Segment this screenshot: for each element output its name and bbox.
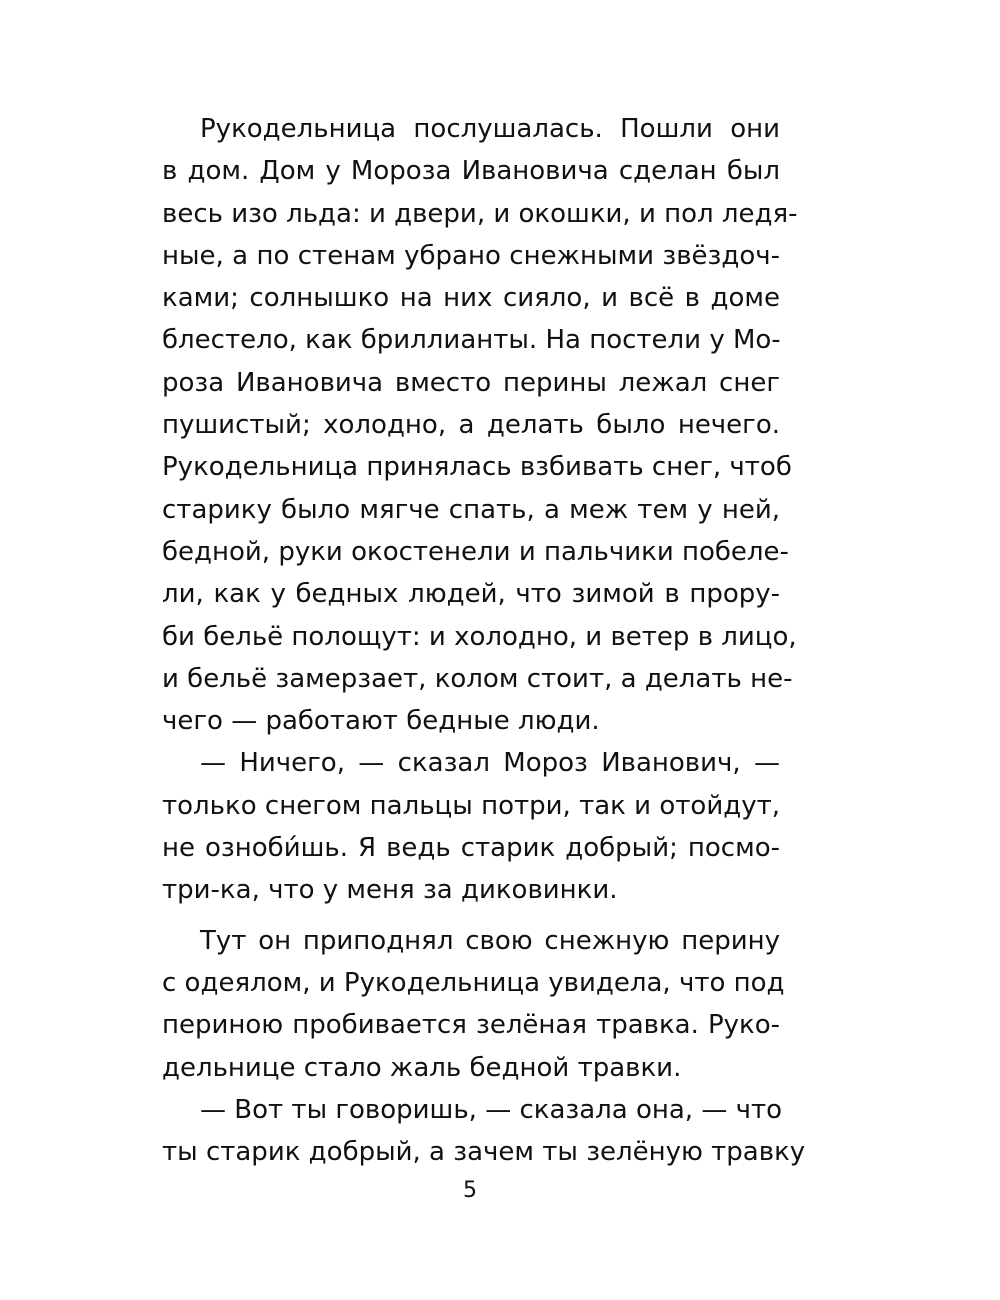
- paragraph-3: [162, 920, 785, 1089]
- text-line: Рукодельница послушалась. Пошли они: [200, 114, 780, 144]
- text-line: дельнице стало жаль бедной травки.: [162, 1052, 682, 1083]
- text-line: с одеялом, и Рукодельница увидела, что под: [162, 967, 785, 998]
- text-line: бедной, руки окостенели и пальчики побеле-: [162, 536, 789, 567]
- text-line: периною пробивается зелёная травка. Руко-: [162, 1010, 780, 1041]
- text-line: ные, а по стенам убрано снежными звёздоч-: [162, 240, 780, 271]
- text-line: весь изо льда: и двери, и окошки, и пол ледя-: [162, 198, 798, 229]
- text-line: би бельё полощут: и холодно, и ветер в лицо,: [162, 621, 797, 652]
- text-line: не озноби́шь. Я ведь старик добрый; посмо-: [162, 833, 780, 864]
- book-page-text: [162, 108, 806, 1173]
- paragraph-1: [162, 108, 798, 742]
- paragraph-spacer: [162, 912, 780, 920]
- text-line: старику было мягче спать, а меж тем у ней,: [162, 494, 780, 525]
- text-line: ли, как у бедных людей, что зимой в прору-: [162, 579, 780, 610]
- paragraph-4: [162, 1089, 806, 1174]
- paragraph-2: [162, 742, 780, 911]
- text-line: ками; солнышко на них сияло, и всё в доме: [162, 283, 780, 314]
- text-line: чего — работают бедные люди.: [162, 706, 600, 737]
- text-line: Тут он приподнял свою снежную перину: [200, 925, 780, 956]
- text-line: только снегом пальцы потри, так и отойдут,: [162, 790, 780, 821]
- text-line: — Ничего, — сказал Мороз Иванович, —: [200, 748, 780, 779]
- text-line: пушистый; холодно, а делать было нечего.: [162, 410, 780, 441]
- text-line: Рукодельница принялась взбивать снег, чтоб: [162, 452, 792, 483]
- text-line: три-ка, что у меня за диковинки.: [162, 875, 618, 906]
- text-line: — Вот ты говоришь, — сказала она, — что: [200, 1094, 783, 1125]
- text-line: блестело, как бриллианты. На постели у Мо-: [162, 325, 781, 356]
- page-number: 5: [463, 1178, 477, 1203]
- text-line: роза Ивановича вместо перины лежал снег: [162, 367, 780, 398]
- text-line: ты старик добрый, а зачем ты зелёную травку: [162, 1137, 806, 1168]
- text-line: и бельё замерзает, колом стоит, а делать не-: [162, 663, 793, 694]
- text-line: в дом. Дом у Мороза Ивановича сделан был: [162, 156, 780, 187]
